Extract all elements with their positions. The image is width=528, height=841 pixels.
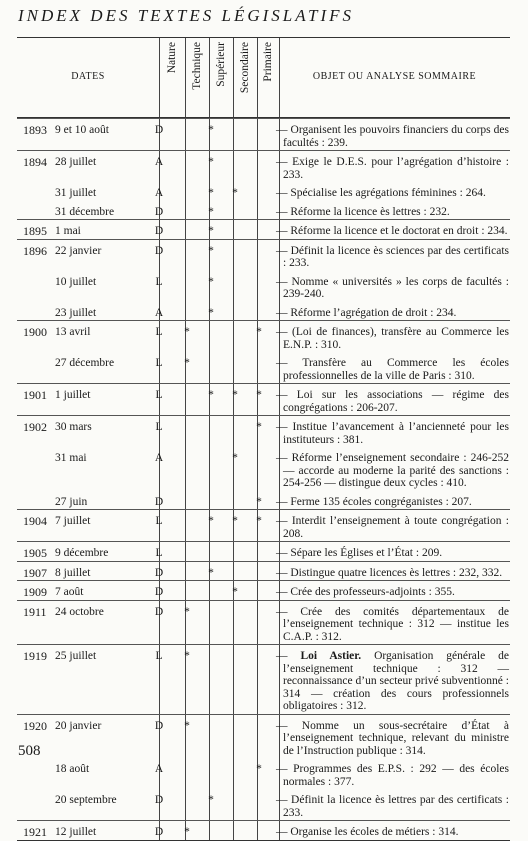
nature-cell: L [155,357,163,369]
year-cell: 1905 [23,546,47,560]
objet-cell: — Distingue quatre licences ès lettres : 232, 332. [276,566,503,579]
level-mark: * [208,566,214,579]
objet-cell: — Exige le D.E.S. pour l’agrégation d’histoire : 233. [276,156,509,181]
dash-mark: — [276,244,291,257]
table-row [17,384,510,415]
objet-cell: — (Loi de finances), transfère au Commerce les E.N.P. : 310. [276,326,510,351]
year-cell: 1893 [23,123,47,137]
objet-cell: — Interdit l’enseignement à toute congrégation : 208. [276,515,509,540]
year-group [17,239,510,321]
level-mark: * [208,244,214,257]
date-cell: 20 septembre [55,794,117,806]
level-mark: * [208,205,214,218]
nature-cell: L [155,650,163,662]
date-cell: 9 décembre [55,547,109,559]
year-cell: 1894 [23,155,47,169]
table-row [17,715,510,759]
table-row [17,271,510,302]
table-row [17,758,510,789]
date-cell: 23 juillet [55,306,97,319]
nature-cell: D [154,225,164,237]
level-mark: * [184,357,190,369]
nature-cell: D [154,495,164,508]
date-cell: 13 avril [55,326,91,338]
dash-mark: — [276,156,293,168]
objet-cell: — Réforme la licence et le doctorat en droit : 234. [276,225,508,237]
legislation-table [17,37,510,841]
objet-cell: — Loi sur les associations — régime des congrégations : 206-207. [276,389,509,414]
table-row [17,151,510,182]
year-cell: 1921 [23,825,47,839]
year-cell: 1896 [23,243,47,258]
dash-mark: — [276,826,291,838]
dash-mark: — [276,124,291,136]
year-group [17,383,510,415]
nature-cell: A [154,156,164,168]
level-mark: * [184,605,190,618]
dash-mark: — [276,763,294,775]
level-mark: * [208,794,214,806]
level-mark: * [232,187,238,199]
table-row [17,821,510,840]
dash-mark: — [276,719,302,732]
date-cell: 27 juin [55,495,88,508]
date-cell: 18 août [55,763,90,775]
nature-cell: L [155,421,163,433]
objet-cell: — Ferme 135 écoles congréganistes : 207. [276,495,472,508]
level-mark: * [208,306,214,319]
objet-cell: — Crée des professeurs-adjoints : 355. [276,586,455,598]
year-cell: 1902 [23,420,47,434]
level-mark: * [184,326,190,338]
level-mark: * [208,124,214,136]
header-nature: Nature [165,42,178,74]
nature-cell: D [154,719,164,732]
level-mark: * [208,515,214,527]
year-group [17,541,510,561]
objet-cell: — Organise les écoles de métiers : 314. [276,826,459,838]
nature-cell: L [155,547,163,559]
dash-mark: — [276,650,301,662]
date-cell: 22 janvier [55,244,102,257]
table-row [17,542,510,561]
date-cell: 31 mai [55,452,87,464]
objet-cell: — Crée des comités départementaux de l’enseignement technique : 312 — institue les C.A.P. : 312. [276,605,510,643]
year-cell: 1919 [23,649,47,663]
date-cell: 27 décembre [55,357,115,369]
objet-cell: — Réforme l’enseignement secondaire : 246-252 — accorde au moderne la parité des sanctions : 254-256 — distingue deux cycles : 410. [276,452,509,489]
level-mark: * [256,495,262,508]
table-row [17,510,510,541]
table-row [17,321,510,352]
dash-mark: — [276,452,292,464]
level-mark: * [256,389,262,401]
table-row [17,182,510,201]
date-cell: 30 mars [55,421,92,433]
dash-mark: — [276,306,291,319]
objet-cell: — Transfère au Commerce les écoles professionnelles de la ville de Paris : 310. [276,357,509,382]
header-secondaire: Secondaire [238,42,251,94]
year-group [17,219,510,239]
year-cell: 1901 [23,388,47,402]
date-cell: 10 juillet [55,275,97,288]
year-group [17,580,510,600]
year-cell: 1900 [23,325,47,339]
level-mark: * [232,586,238,598]
dash-mark: — [276,515,292,527]
year-cell: 1904 [23,514,47,528]
table-row [17,352,510,383]
level-mark: * [256,421,262,433]
level-mark: * [184,719,190,732]
table-row [17,220,510,239]
level-mark: * [256,515,262,527]
table-body [17,118,510,840]
table-row [17,645,510,714]
date-cell: 25 juillet [55,650,97,662]
nature-cell: D [154,826,164,838]
year-group [17,118,510,150]
objet-cell: — Nomme « universités » les corps de facultés : 239-240. [276,275,509,300]
level-mark: * [208,156,214,168]
date-cell: 20 janvier [55,719,102,732]
table-row [17,562,510,581]
nature-cell: A [154,452,164,464]
level-mark: * [232,389,238,401]
year-group [17,150,510,219]
dash-mark: — [276,225,291,237]
date-cell: 1 mai [55,225,81,237]
table-row [17,302,510,321]
year-group [17,600,510,645]
date-cell: 31 juillet [55,187,97,199]
objet-cell: — Spécialise les agrégations féminines : 264. [276,187,486,199]
nature-cell: D [154,605,164,618]
year-group [17,644,510,714]
dash-mark: — [276,357,303,369]
dash-mark: — [276,421,293,433]
header-primaire: Primaire [261,42,274,82]
nature-cell: L [155,389,163,401]
objet-cell: — Loi Astier. Organisation générale de l’enseignement technique : 312 — reconnaissance d’un secteur privé subventionné : 314 — création des cours professionnels obligatoires : 312. [276,650,509,712]
date-cell: 28 juillet [55,156,97,168]
date-cell: 7 juillet [55,515,91,527]
date-cell: 31 décembre [55,205,115,218]
date-cell: 8 juillet [55,566,91,579]
header-technique: Technique [190,42,203,90]
table-row [17,789,510,820]
table-row [17,491,510,510]
objet-cell: — Réforme la licence ès lettres : 232. [276,205,450,218]
table-row [17,601,510,645]
objet-cell: — Réforme l’agrégation de droit : 234. [276,306,457,319]
level-mark: * [184,826,190,838]
nature-cell: D [154,205,164,218]
year-group [17,714,510,821]
dash-mark: — [276,205,291,218]
table-row [17,581,510,600]
dash-mark: — [276,495,291,508]
nature-cell: D [154,244,164,257]
objet-cell: — Sépare les Églises et l’État : 209. [276,547,443,559]
dash-mark: — [276,586,291,598]
table-header [17,38,510,118]
level-mark: * [232,515,238,527]
bold-lead: Loi Astier. [300,650,362,662]
nature-cell: D [154,794,164,806]
level-mark: * [184,650,190,662]
header-superieur: Supérieur [214,42,227,87]
header-objet: OBJET OU ANALYSE SOMMAIRE [312,71,477,83]
nature-cell: D [154,586,164,598]
date-cell: 12 juillet [55,826,97,838]
header-dates: DATES [71,71,105,83]
table-row [17,416,510,447]
table-row [17,119,510,150]
year-cell: 1907 [23,565,47,580]
year-cell: 1895 [23,224,47,238]
level-mark: * [208,187,214,199]
dash-mark: — [276,389,297,401]
level-mark: * [232,452,238,464]
objet-cell: — Définit la licence ès lettres par des certificats : 233. [276,794,510,819]
year-cell: 1909 [23,585,47,599]
year-group [17,320,510,383]
level-mark: * [208,275,214,288]
nature-cell: A [154,187,164,199]
nature-cell: D [154,124,164,136]
nature-cell: L [155,515,163,527]
dash-mark: — [276,187,291,199]
level-mark: * [208,225,214,237]
date-cell: 1 juillet [55,389,91,401]
objet-cell: — Nomme un sous-secrétaire d’État à l’enseignement technique, relevant du ministre de l’Instruction publique : 314. [276,719,509,757]
nature-cell: D [154,566,164,579]
table-row [17,447,510,491]
level-mark: * [208,389,214,401]
year-cell: 1911 [23,604,47,619]
year-group [17,415,510,509]
date-cell: 9 et 10 août [55,124,109,136]
level-mark: * [256,763,262,775]
year-group [17,561,510,581]
table-row [17,201,510,220]
dash-mark: — [276,794,292,806]
objet-cell: — Programmes des E.P.S. : 292 — des écoles normales : 377. [276,763,509,788]
year-group [17,509,510,541]
objet-cell: — Définit la licence ès sciences par des certificats : 233. [276,244,510,269]
date-cell: 24 octobre [55,605,104,618]
level-mark: * [256,326,262,338]
dash-mark: — [276,326,293,338]
year-group [17,820,510,840]
objet-cell: — Institue l’avancement à l’ancienneté pour les instituteurs : 381. [276,421,510,446]
dash-mark: — [276,547,291,559]
nature-cell: A [154,306,164,319]
page-number: 508 [18,743,41,759]
dash-mark: — [276,566,291,579]
nature-cell: L [155,326,163,338]
nature-cell: L [155,275,163,288]
date-cell: 7 août [55,586,84,598]
dash-mark: — [276,275,292,288]
table-row [17,240,510,271]
nature-cell: A [154,763,164,775]
year-cell: 1920 [23,718,47,733]
objet-cell: — Organisent les pouvoirs financiers du corps des facultés : 239. [276,124,510,149]
dash-mark: — [276,605,301,618]
page-header: INDEX DES TEXTES LÉGISLATIFS [18,6,355,25]
